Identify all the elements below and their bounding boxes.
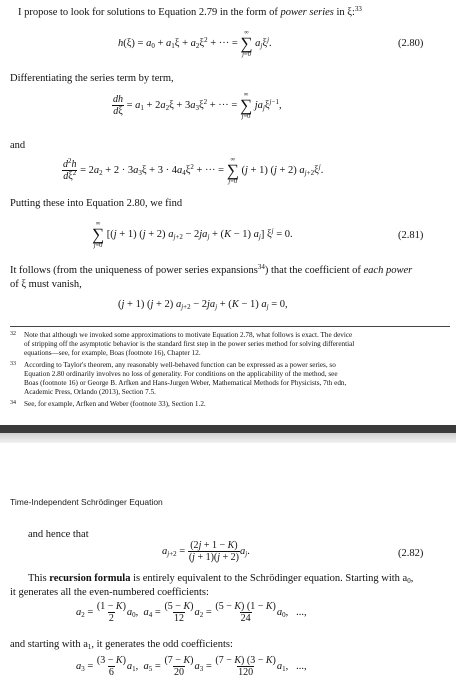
recursion-text-b: is entirely equivalent to the Schrödinger equation. Starting with a	[133, 573, 408, 584]
equation-2-82: $a_{j+2}$ = $\frac{(2j + 1 - K)}{(j + 1)(j + 2)}$ $a_j$.	[162, 540, 250, 563]
footnote-32-number: 32	[10, 331, 16, 337]
hence-text: and hence that	[28, 529, 89, 540]
recursion-text-a: This	[28, 573, 47, 584]
intro-paragraph	[18, 6, 362, 19]
follows-text-b: ) that the coefficient of	[264, 265, 361, 276]
odd-text: and starting with a	[10, 639, 88, 650]
follows-paragraph	[10, 264, 412, 277]
intro-tail: in ξ:	[336, 7, 355, 18]
footnote-33-line: Academic Press, Orlando (2013), Section 7.5.	[24, 388, 156, 396]
footnote-34-line: See, for example, Arfken and Weber (footnote 33), Section 1.2.	[24, 400, 206, 408]
differentiating-text: Differentiating the series term by term,	[10, 73, 174, 84]
equation-number-2-80: (2.80)	[398, 38, 424, 49]
footnote-ref-34: 34	[257, 263, 265, 271]
equation-2-80: $h(\xi) = a_0 + a_1\xi + a_2\xi^2$ + ··· = ∞ ∑ j=0 $a_j\xi^j$.	[118, 29, 272, 58]
even-coefficients: $a_2$ = $\frac{(1 - K)}{2}$ $a_0$, $a_4$ = $\frac{(5 - K)}{12}$ $a_2$ = $\frac{(5 - K) (1 - K)}{24}$ $a_0$, ...,	[76, 601, 307, 624]
recursion-paragraph: This recursion formula is entirely equivalent to the Schrödinger equation. Starting with $a_0$,	[28, 573, 414, 585]
recursion-bold: recursion formula	[49, 573, 131, 584]
footnote-32-line: equations—see, for example, Boas (footnote 16), Chapter 12.	[24, 349, 201, 357]
footnote-32-line: Note that although we invoked some approximations to motivate Equation 2.78, what follows is exact. The device	[24, 331, 353, 339]
putting-text: Putting these into Equation 2.80, we find	[10, 198, 183, 209]
follows-text-c: of ξ must vanish,	[10, 279, 82, 290]
footnote-33-number: 33	[10, 361, 16, 367]
page-gap	[0, 433, 456, 443]
odd-paragraph: and starting with $a_1$, it generates the odd coefficients:	[10, 639, 233, 651]
equation-first-derivative: $\frac{dh}{d\xi}$ = $a_1 + 2a_2\xi + 3a_3\xi^2$ + ··· = ∞ ∑ j=0 $ja_j\xi^{j-1}$,	[113, 91, 282, 120]
equation-number-2-81: (2.81)	[398, 230, 424, 241]
equation-2-81: ∞ ∑ j=0 [(j + 1) (j + 2) $a_{j+2} - 2ja_j + (K - 1)$ $a_j$] $\xi^j = 0$.	[92, 220, 293, 249]
intro-text: I propose to look for solutions to Equation 2.79 in the form of	[18, 7, 278, 18]
follows-text-a: It follows (from the uniqueness of power series expansions	[10, 265, 258, 276]
follows-emphasis: each power	[363, 265, 413, 276]
recursion-text-c: it generates all the even-numbered coefficients:	[10, 587, 209, 598]
footnote-33-line: Boas (footnote 16) or George B. Arfken and Hans-Jurgen Weber, Mathematical Methods for Physicists, 7th edn,	[24, 379, 347, 387]
intro-emphasis: power series	[280, 7, 334, 18]
odd-coefficients: $a_3$ = $\frac{(3 - K)}{6}$ $a_1$, $a_5$ = $\frac{(7 - K)}{20}$ $a_3$ = $\frac{(7 - K) (3 - K)}{120}$ $a_1$, ...,	[76, 655, 307, 678]
running-header: Time-Independent Schrödinger Equation	[10, 497, 163, 507]
page-separator	[0, 425, 456, 433]
and-text: and	[10, 140, 26, 151]
footnote-32-line: of stripping off the asymptotic behavior is the standard first step in the power series method for solving differential	[24, 340, 355, 348]
equation-second-derivative: $\frac{d^2h}{d\xi^2}$ = $2a_2 + 2 \cdot 3a_3\xi + 3 \cdot 4a_4\xi^2$ + ··· = ∞ ∑ j=0 (j + 1) (j + 2) $a_{j+2}\xi^j$.	[63, 156, 324, 185]
footnote-33-line: Equation 2.80 ordinarily involves no loss of generality. For conditions on the applicability of the method, see	[24, 370, 338, 378]
odd-tail: , it generates the odd coefficients:	[91, 639, 233, 650]
footnote-rule	[10, 326, 450, 327]
footnote-34-number: 34	[10, 400, 16, 406]
equation-coefficient-vanish: (j + 1) (j + 2) $a_{j+2} - 2ja_j + (K - 1) a_j = 0$,	[118, 299, 288, 311]
footnote-33-line: According to Taylor's theorem, any reasonably well-behaved function can be expressed as a power series, so	[24, 361, 336, 369]
footnote-ref-33: 33	[354, 5, 362, 13]
equation-number-2-82: (2.82)	[398, 548, 424, 559]
